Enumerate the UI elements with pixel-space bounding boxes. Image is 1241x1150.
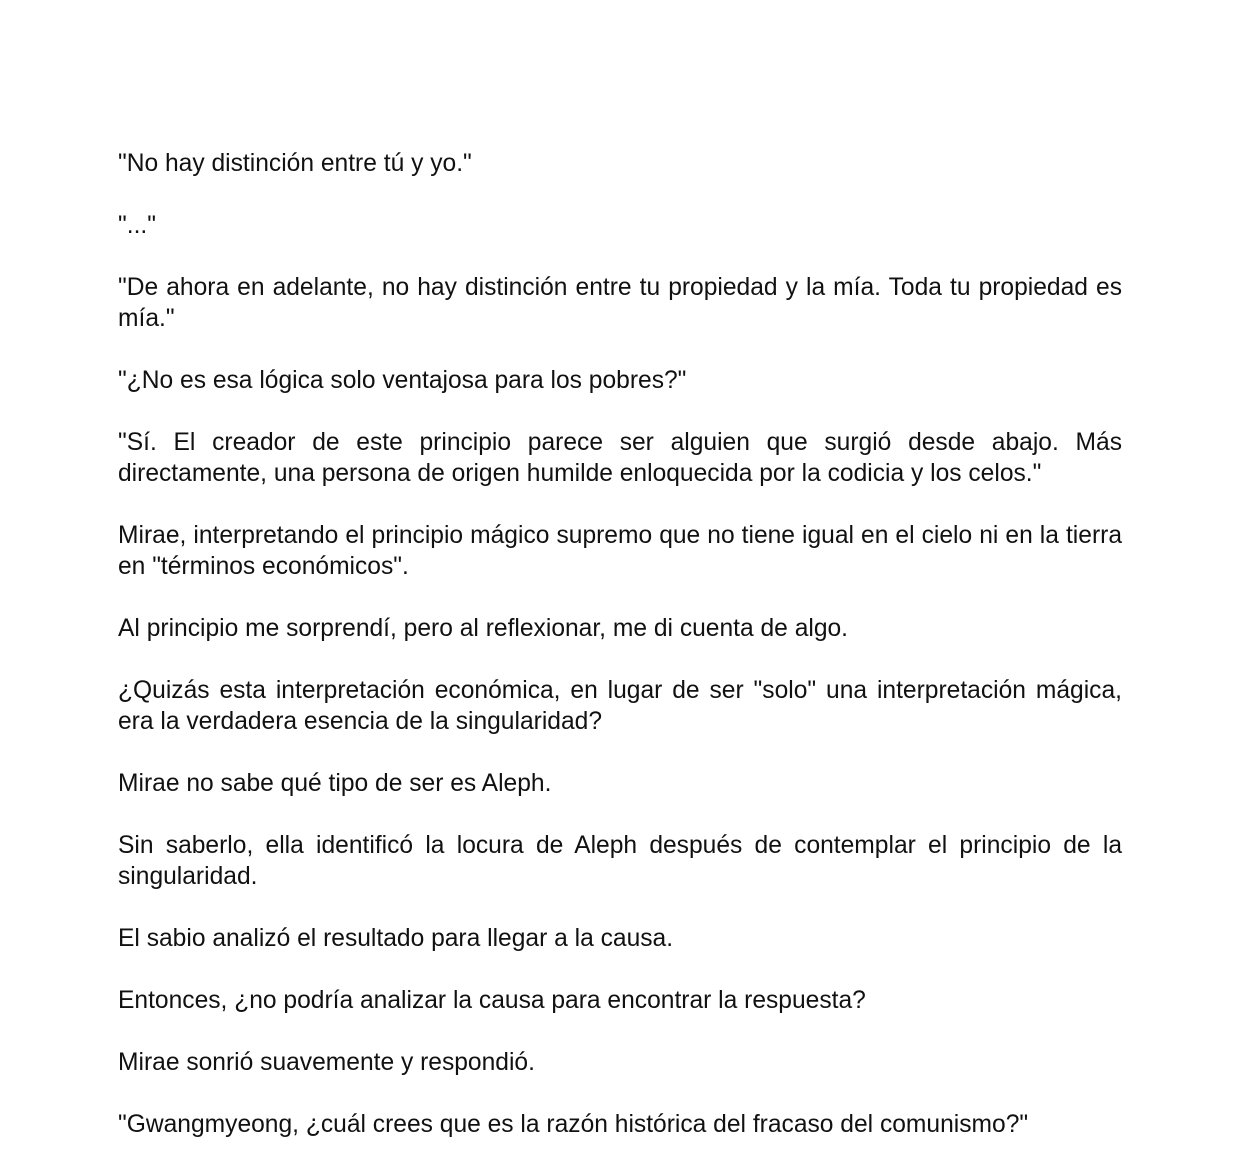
paragraph: ¿Quizás esta interpretación económica, en lugar de ser "solo" una interpretación mágica, era la verdadera esencia de la singularidad? <box>118 677 1122 735</box>
paragraph: "No hay distinción entre tú y yo." <box>118 150 472 177</box>
paragraph: El sabio analizó el resultado para llegar a la causa. <box>118 925 674 952</box>
paragraph: Al principio me sorprendí, pero al reflexionar, me di cuenta de algo. <box>118 615 849 642</box>
paragraph: Mirae, interpretando el principio mágico supremo que no tiene igual en el cielo ni en la tierra en "términos económicos". <box>118 522 1122 580</box>
paragraph: "Sí. El creador de este principio parece ser alguien que surgió desde abajo. Más directamente, una persona de origen humilde enloquecida por la codicia y los celos." <box>118 429 1122 487</box>
paragraph: Mirae sonrió suavemente y respondió. <box>118 1049 535 1076</box>
paragraph: "..." <box>118 212 156 239</box>
paragraph: Entonces, ¿no podría analizar la causa para encontrar la respuesta? <box>118 987 866 1014</box>
paragraph: Sin saberlo, ella identificó la locura de Aleph después de contemplar el principio de la singularidad. <box>118 832 1122 890</box>
paragraph: "De ahora en adelante, no hay distinción entre tu propiedad y la mía. Toda tu propiedad es mía." <box>118 274 1122 332</box>
paragraph: Mirae no sabe qué tipo de ser es Aleph. <box>118 770 552 797</box>
paragraph: "¿No es esa lógica solo ventajosa para los pobres?" <box>118 367 687 394</box>
document-page <box>118 148 1122 1140</box>
paragraph: "Gwangmyeong, ¿cuál crees que es la razón histórica del fracaso del comunismo?" <box>118 1111 1029 1138</box>
